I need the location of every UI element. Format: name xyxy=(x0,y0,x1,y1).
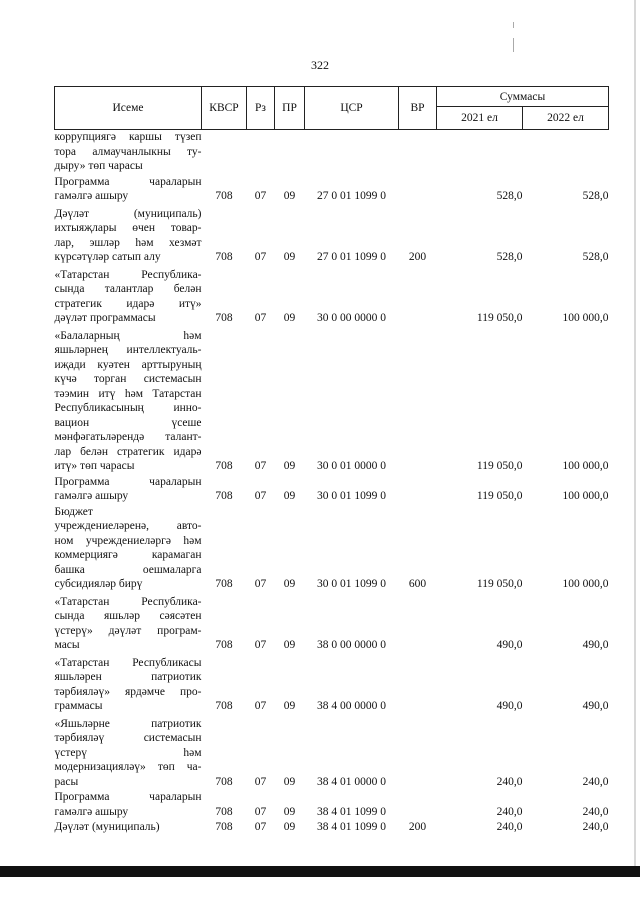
row-name-line: Бюджет xyxy=(54,505,93,518)
row-name-line: модернизацияләү» төп ча- xyxy=(54,761,202,773)
row-sum-2022: 100 000,0 xyxy=(562,460,609,472)
row-name-line: сында яшьләр сәясәтен xyxy=(54,610,202,622)
row-vr: 200 xyxy=(408,251,427,263)
row-name-line: Дәүләт (муниципаль) xyxy=(54,821,160,833)
row-csr: 30 0 01 0000 0 xyxy=(317,460,386,472)
row-vr xyxy=(399,593,437,654)
row-kvsr: 708 xyxy=(215,460,233,472)
row-vr: 600 xyxy=(408,578,427,590)
row-pr: 09 xyxy=(283,490,296,502)
row-sum-2021: 119 050,0 xyxy=(476,460,523,472)
row-name-line: учреждениеләренә, авто- xyxy=(54,520,202,532)
row-pr xyxy=(275,130,305,175)
row-name xyxy=(55,820,202,836)
row-pr: 09 xyxy=(283,805,296,818)
row-name-line: граммасы xyxy=(54,700,103,712)
header-sums: Суммасы xyxy=(437,87,609,107)
row-csr: 30 0 01 1099 0 xyxy=(317,578,386,590)
row-kvsr: 708 xyxy=(215,639,233,651)
row-name-line: иҗади куәтен арттыруның xyxy=(54,358,202,371)
row-name-line: субсидияләр бирү xyxy=(54,578,143,590)
row-name-line: башка оешмаларга xyxy=(54,563,202,576)
table-row xyxy=(55,593,609,654)
scan-edge xyxy=(634,0,636,866)
row-name-line: тора алмаучанлыкны ту- xyxy=(54,145,202,158)
row-rz: 07 xyxy=(254,251,267,263)
row-sum-2021: 240,0 xyxy=(496,805,523,818)
header-year-2022: 2022 ел xyxy=(523,107,609,130)
budget-table xyxy=(54,86,609,836)
header-rz: Рз xyxy=(247,87,275,130)
row-csr: 38 0 00 0000 0 xyxy=(317,639,386,651)
row-name-line: күчә торган системасын xyxy=(54,373,202,385)
row-name xyxy=(55,205,202,266)
row-kvsr: 708 xyxy=(215,251,233,263)
table-row xyxy=(55,715,609,791)
row-vr: 200 xyxy=(408,821,427,833)
row-name-line: сында талантлар белән xyxy=(54,283,202,295)
row-sum-2022: 240,0 xyxy=(582,805,609,818)
row-rz: 07 xyxy=(254,805,267,818)
row-name-line: вацион үсеше xyxy=(54,416,202,429)
row-name-line: лар белән стратегик идарә xyxy=(54,445,202,458)
row-name-line: «Яшьләрне патриотик xyxy=(54,717,202,730)
row-name xyxy=(55,654,202,715)
row-sum-2021: 528,0 xyxy=(496,251,523,263)
row-kvsr: 708 xyxy=(215,775,233,788)
row-sum-2022: 100 000,0 xyxy=(562,312,609,324)
row-name-line: «Балаларның һәм xyxy=(54,329,202,342)
row-name-line: «Татарстан Республикасы xyxy=(54,656,202,669)
table-row xyxy=(55,505,609,593)
row-name-line: коммерциягә карамаган xyxy=(54,549,202,561)
row-rz: 07 xyxy=(254,312,267,324)
row-name-line: Программа чараларын xyxy=(54,791,202,803)
row-pr: 09 xyxy=(283,775,296,788)
row-kvsr: 708 xyxy=(215,578,233,590)
row-name xyxy=(55,790,202,820)
table-row xyxy=(55,266,609,327)
row-name-line: тәэмин итү һәм Татарстан xyxy=(54,387,202,400)
row-name xyxy=(55,505,202,593)
row-pr: 09 xyxy=(283,460,296,472)
row-rz: 07 xyxy=(254,190,267,202)
row-rz: 07 xyxy=(254,490,267,502)
row-name-line: тәрбияләү» ярдәмче про- xyxy=(54,685,202,698)
row-name-line: Республикасының инно- xyxy=(54,402,202,414)
row-name xyxy=(55,130,202,175)
table-body xyxy=(55,130,609,836)
page-number: 322 xyxy=(311,58,329,72)
row-sum-2022: 528,0 xyxy=(582,251,609,263)
scan-mark xyxy=(513,38,514,52)
row-sum-2022: 100 000,0 xyxy=(562,578,609,590)
row-name xyxy=(55,475,202,505)
row-name xyxy=(55,715,202,791)
row-name-line: гамәлгә ашыру xyxy=(54,490,129,502)
row-vr xyxy=(399,715,437,791)
row-name-line: масы xyxy=(54,639,80,651)
row-name-line: яшьләрен патриотик xyxy=(54,671,202,683)
header-vr: ВР xyxy=(399,87,437,130)
header-csr: ЦСР xyxy=(305,87,399,130)
row-pr: 09 xyxy=(283,251,296,263)
row-name-line: Программа чараларын xyxy=(54,175,202,188)
row-kvsr: 708 xyxy=(215,700,233,712)
table-row xyxy=(55,475,609,505)
row-vr xyxy=(399,175,437,205)
table-row xyxy=(55,790,609,820)
row-sum-2021: 490,0 xyxy=(496,700,523,712)
row-pr: 09 xyxy=(283,700,296,712)
table-row xyxy=(55,327,609,475)
row-sum-2022: 240,0 xyxy=(582,775,609,788)
row-vr xyxy=(399,475,437,505)
row-name-line: расы xyxy=(54,775,79,788)
row-sum-2022: 240,0 xyxy=(582,821,609,833)
row-csr: 38 4 01 1099 0 xyxy=(317,805,386,818)
row-vr xyxy=(399,790,437,820)
row-name-line: гамәлгә ашыру xyxy=(54,805,129,818)
row-kvsr: 708 xyxy=(215,312,233,324)
row-name xyxy=(55,266,202,327)
row-sum-2021: 490,0 xyxy=(496,639,523,651)
header-kvsr: КВСР xyxy=(202,87,247,130)
row-sum-2021: 119 050,0 xyxy=(476,490,523,502)
row-kvsr: 708 xyxy=(215,490,233,502)
row-name-line: күрсәтүләр сатып алу xyxy=(54,251,161,263)
row-csr: 27 0 01 1099 0 xyxy=(317,251,386,263)
row-name-line: яшьләрнең интеллектуаль- xyxy=(54,344,202,356)
row-kvsr: 708 xyxy=(215,190,233,202)
table-row xyxy=(55,205,609,266)
row-csr: 30 0 01 1099 0 xyxy=(317,490,386,502)
row-name-line: ном учреждениеләргә һәм xyxy=(54,534,202,547)
row-sum-2022 xyxy=(523,130,609,175)
row-sum-2021: 240,0 xyxy=(496,821,523,833)
row-name-line: итү» төп чарасы xyxy=(54,460,135,472)
scan-mark xyxy=(513,22,514,28)
row-kvsr: 708 xyxy=(215,805,233,818)
row-rz: 07 xyxy=(254,775,267,788)
row-name-line: үстерү» дәүләт програм- xyxy=(54,624,202,637)
scan-bottom-bar xyxy=(0,866,640,877)
row-name xyxy=(55,593,202,654)
row-name-line: үстерү һәм xyxy=(54,746,202,759)
row-pr: 09 xyxy=(283,639,296,651)
row-pr: 09 xyxy=(283,312,296,324)
row-kvsr xyxy=(202,130,247,175)
row-pr: 09 xyxy=(283,578,296,590)
row-rz: 07 xyxy=(254,460,267,472)
row-name-line: «Татарстан Республика- xyxy=(54,268,202,281)
row-csr: 38 4 01 1099 0 xyxy=(317,821,386,833)
row-name xyxy=(55,175,202,205)
row-name-line: Дәүләт (муниципаль) xyxy=(54,207,202,220)
row-name-line: коррупциягә каршы түзеп xyxy=(54,131,202,143)
row-sum-2021: 119 050,0 xyxy=(476,578,523,590)
row-name-line: ихтыяҗлары өчен товар- xyxy=(54,222,202,234)
row-sum-2021 xyxy=(437,130,523,175)
row-pr: 09 xyxy=(283,821,296,833)
row-vr xyxy=(399,266,437,327)
row-name-line: тәрбияләү системасын xyxy=(54,732,202,744)
row-sum-2021: 240,0 xyxy=(496,775,523,788)
row-csr: 38 4 01 0000 0 xyxy=(317,775,386,788)
row-sum-2022: 100 000,0 xyxy=(562,490,609,502)
table-row xyxy=(55,130,609,175)
table-row xyxy=(55,820,609,836)
row-rz: 07 xyxy=(254,821,267,833)
row-kvsr: 708 xyxy=(215,821,233,833)
row-csr: 38 4 00 0000 0 xyxy=(317,700,386,712)
row-sum-2022: 490,0 xyxy=(582,700,609,712)
row-name-line: лар, эшләр һәм хезмәт xyxy=(54,236,202,249)
row-name-line: «Татарстан Республика- xyxy=(54,595,202,608)
row-name-line: дәүләт программасы xyxy=(54,312,156,324)
table-row xyxy=(55,654,609,715)
row-rz: 07 xyxy=(254,639,267,651)
row-rz xyxy=(247,130,275,175)
row-rz: 07 xyxy=(254,700,267,712)
row-csr xyxy=(305,130,399,175)
header-pr: ПР xyxy=(275,87,305,130)
row-sum-2022: 490,0 xyxy=(582,639,609,651)
row-vr xyxy=(399,130,437,175)
row-name-line: стратегик идарә итү» xyxy=(54,297,202,310)
row-csr: 27 0 01 1099 0 xyxy=(317,190,386,202)
header-name: Исеме xyxy=(55,87,202,130)
row-name-line: гамәлгә ашыру xyxy=(54,190,129,202)
row-name-line: мәнфәгатьләрендә талант- xyxy=(54,431,202,443)
row-name xyxy=(55,327,202,475)
row-rz: 07 xyxy=(254,578,267,590)
row-sum-2021: 528,0 xyxy=(496,190,523,202)
table-row xyxy=(55,175,609,205)
row-vr xyxy=(399,654,437,715)
row-name-line: дыру» төп чарасы xyxy=(54,160,143,172)
row-sum-2021: 119 050,0 xyxy=(476,312,523,324)
row-name-line: Программа чараларын xyxy=(54,475,202,488)
row-sum-2022: 528,0 xyxy=(582,190,609,202)
row-pr: 09 xyxy=(283,190,296,202)
header-year-2021: 2021 ел xyxy=(437,107,523,130)
row-vr xyxy=(399,327,437,475)
row-csr: 30 0 00 0000 0 xyxy=(317,312,386,324)
